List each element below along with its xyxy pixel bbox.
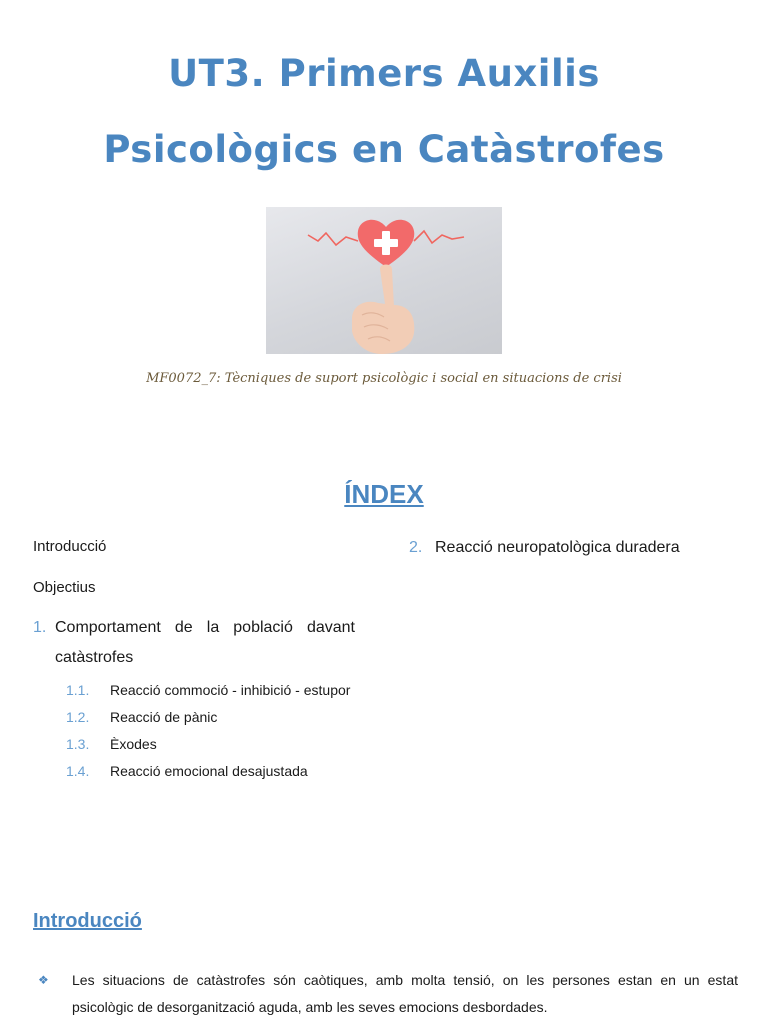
plus-horizontal — [374, 239, 398, 247]
toc-subsection-label: Reacció emocional desajustada — [110, 763, 308, 779]
document-title-line-2: Psicològics en Catàstrofes — [103, 128, 665, 171]
toc-subsection-1-1[interactable] — [66, 677, 355, 704]
toc-subsection-number: 1.1. — [66, 682, 90, 698]
toc-subsection-number: 1.3. — [66, 736, 90, 752]
diamond-bullet-icon: ❖ — [38, 973, 49, 987]
pulse-line-left — [308, 233, 358, 245]
toc-left-column — [33, 537, 355, 785]
toc-section-label: Comportament de la població davant catàstrofes — [55, 619, 355, 666]
heart-plus-hand-icon — [266, 207, 502, 354]
toc-subsection-1-4[interactable] — [66, 758, 355, 785]
toc-subsection-list — [66, 677, 355, 785]
toc-section-number: 1. — [33, 619, 47, 636]
toc-subsection-1-3[interactable] — [66, 731, 355, 758]
index-title: ÍNDEX — [344, 479, 424, 509]
pulse-line-right — [414, 231, 464, 243]
intro-bullet — [38, 967, 738, 1021]
intro-bullet-text: Les situacions de catàstrofes són caòtiques, amb molta tensió, on les persones estan en un estat psicològic de desorganització aguda, amb les seves emocions desbordades. — [72, 972, 738, 1015]
toc-item-objectius[interactable]: Objectius — [33, 579, 96, 596]
toc-item-introduccio[interactable]: Introducció — [33, 538, 107, 555]
toc-subsection-label: Èxodes — [110, 736, 157, 752]
hero-image — [266, 207, 502, 354]
toc-section-2[interactable] — [409, 537, 739, 559]
toc-subsection-number: 1.4. — [66, 763, 90, 779]
toc-subsection-label: Reacció commoció - inhibició - estupor — [110, 682, 351, 698]
toc-subsection-number: 1.2. — [66, 709, 90, 725]
toc-section-1[interactable] — [33, 613, 355, 673]
section-heading-introduccio: Introducció — [33, 910, 142, 932]
toc-subsection-1-2[interactable] — [66, 704, 355, 731]
hand-fist — [352, 302, 414, 354]
document-title-line-1: UT3. Primers Auxilis — [168, 52, 600, 95]
toc-section-label: Reacció neuropatològica duradera — [435, 539, 680, 556]
toc-right-column — [409, 537, 739, 559]
toc-subsection-label: Reacció de pànic — [110, 709, 218, 725]
module-subtitle: MF0072_7: Tècniques de suport psicològic i social en situacions de crisi — [146, 371, 622, 386]
toc-section-number: 2. — [409, 539, 423, 556]
